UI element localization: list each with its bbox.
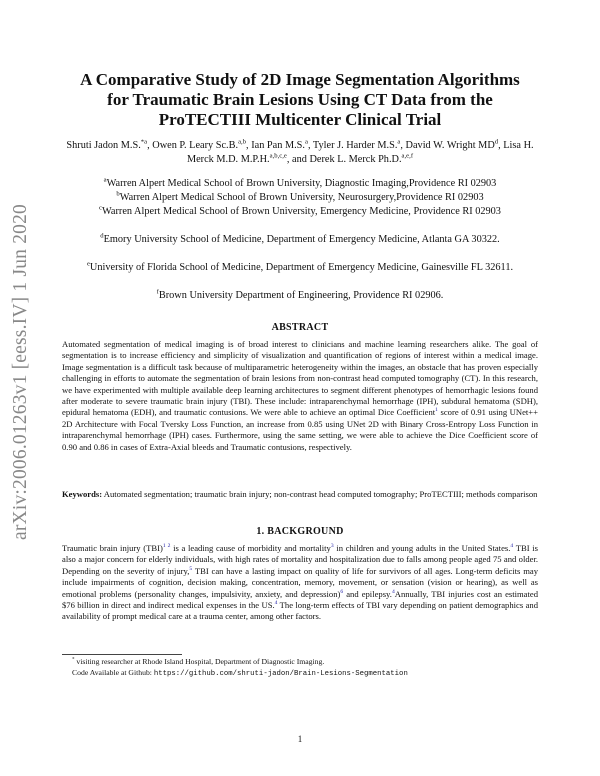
body-text: Annually, TBI injuries cost an estimated $76 billion in direct and indirect medical expenses in the US. [62, 588, 538, 611]
affiliation [80, 177, 520, 191]
affiliation-text: Brown University Department of Engineering, Providence RI 02906. [158, 290, 444, 301]
title-line: for Traumatic Brain Lesions Using CT Data from the [107, 90, 493, 109]
body-text: and epilepsy. [343, 588, 392, 599]
citation-ref[interactable]: 4 [391, 588, 395, 595]
citation-ref[interactable]: 1 2 [162, 543, 171, 550]
footnote-text: visiting researcher at Rhode Island Hospital, Department of Diagnostic Imaging. [74, 657, 325, 666]
body-text: in children and young adults in the United States. [333, 543, 511, 553]
footnote [72, 657, 538, 668]
author-list [58, 139, 542, 167]
body-text: TBI is also a major concern for elderly individuals, with high rates of mortality and hospitalization due to falls among people aged 75 and older. Depending on the severity of injury, [62, 543, 538, 576]
keywords-label: Keywords: [62, 489, 103, 499]
author-separator: , [498, 140, 504, 151]
author-name: Ian Pan M.S. [251, 140, 305, 151]
body-text: TBI can have a lasting impact on quality of life for survivors of all ages. Long-term deficits may include impairments of cognition, decision making, concentration, memory, movement, or sensation (vision or hearing), as well as emotional problems (personality changes, impulsivity, anxiety, and depression) [62, 565, 538, 599]
author-name: Lisa H. Merck M.D. M.P.H. [186, 140, 534, 165]
author-name: Owen P. Leary Sc.B. [152, 140, 239, 151]
author-affiliation-mark: a,e,f [401, 152, 414, 160]
abstract-text: Automated segmentation of medical imaging is of broad interest to clinicians and machine learning researchers alike. The goal of segmentation is to increase efficiency and simplicity of visualization and quantification of regions of interest within a medical image. Image segmentation is a difficult task because of multiparametric heterogeneity within the images, an obstacle that has proven especially challenging in efforts to automate the segmentation of brain lesions from non-contrast head computed tomography (CT). In this research, we have experimented with multiple available deep learning architectures to segment different phenotypes of hemorrhagic lesions found after moderate to severe traumatic brain injury (TBI). These include: intraparenchymal hemorrhage (IPH), subdural hematoma (SDH), epidural hematoma (EDH), and traumatic contusions. We were able to achieve an optimal Dice Coefficient [62, 339, 538, 418]
footnote-text: Code Available at Github: [72, 667, 154, 677]
citation-ref[interactable]: 4 [274, 600, 278, 607]
author-affiliation-mark: d [494, 138, 499, 146]
affiliation [80, 191, 520, 205]
author-name: Shruti Jadon M.S. [66, 140, 141, 151]
affiliation [80, 289, 520, 303]
citation-ref[interactable]: 5 [189, 565, 193, 572]
affiliation [80, 205, 520, 219]
affiliation [80, 261, 520, 275]
author-name: Tyler J. Harder M.S. [312, 140, 398, 151]
footnote-divider [62, 654, 182, 655]
footnotes [72, 657, 538, 679]
affiliation-text: Emory University School of Medicine, Department of Emergency Medicine, Atlanta GA 30322. [103, 234, 500, 245]
author-separator: , [147, 140, 153, 151]
arxiv-id: arXiv:2006.01263v1 [eess.IV] 1 Jun 2020 [10, 203, 31, 540]
page-number: 1 [297, 734, 303, 744]
body-text: Traumatic brain injury (TBI) [62, 543, 163, 553]
citation-ref[interactable]: 3 [330, 543, 334, 550]
affiliation-text: Warren Alpert Medical School of Brown University, Neurosurgery,Providence RI 02903 [119, 192, 484, 203]
author-affiliation-mark: *a [140, 138, 148, 146]
keywords-text: Automated segmentation; traumatic brain injury; non-contrast head computed tomography; ProTECTIII; methods comparison [102, 489, 538, 499]
arxiv-sidebar-stamp [10, 203, 50, 560]
affiliation-mark: e [86, 260, 90, 268]
affiliation-mark: b [116, 190, 120, 198]
title-line: A Comparative Study of 2D Image Segmentation Algorithms [80, 70, 520, 89]
affiliation [80, 233, 520, 247]
body-text: The long-term effects of TBI vary depending on patient demographics and availability of prompt medical care at a trauma center, among other factors. [62, 600, 538, 622]
footnote-ref[interactable]: 1 [435, 407, 438, 414]
author-name: Derek L. Merck Ph.D. [309, 154, 402, 165]
author-name: David W. Wright MD [405, 140, 495, 151]
author-affiliation-mark: a,b,c,e [269, 152, 287, 160]
footnote-mark: * [72, 657, 75, 663]
citation-ref[interactable]: 4 [510, 543, 514, 550]
author-affiliation-mark: a [304, 138, 308, 146]
footnote [72, 668, 538, 680]
affiliation-mark: f [156, 288, 159, 296]
abstract-text: score of 0.91 using UNet++ 2D Architecture with Focal Tversky Loss Function, an increase from 0.85 using UNet 2D with Binary Cross-Entropy Loss Function in intraparenchymal hemorrhage (IPH) cases. Furthermore, using the same setting, we were able to achieve the Dice Coefficient score of 0.90 and 0.86 in cases of Extra-Axial bleeds and Traumatic contusions, respectively. [62, 407, 538, 452]
author-separator: , [246, 140, 252, 151]
keywords [62, 489, 538, 500]
affiliation-text: Warren Alpert Medical School of Brown University, Diagnostic Imaging,Providence RI 02903 [106, 178, 497, 189]
author-separator: , and [286, 154, 310, 165]
affiliation-text: Warren Alpert Medical School of Brown University, Emergency Medicine, Providence RI 02903 [102, 206, 501, 217]
author-affiliation-mark: a [397, 138, 401, 146]
affiliation-text: University of Florida School of Medicine, Department of Emergency Medicine, Gainesville FL 32611. [89, 262, 514, 273]
section-heading-background: 1. BACKGROUND [256, 526, 344, 537]
author-affiliation-mark: a,b [238, 138, 247, 146]
affiliation-mark: d [100, 232, 104, 240]
background-paragraph [62, 543, 538, 623]
citation-ref[interactable]: 6 [340, 588, 344, 595]
author-separator: , [400, 140, 406, 151]
body-text: is a leading cause of morbidity and mortality [170, 543, 331, 553]
affiliation-mark: a [103, 176, 107, 184]
affiliation-mark: c [99, 204, 103, 212]
abstract-body [62, 339, 538, 453]
github-link[interactable]: https://github.com/shruti-jadon/Brain-Lesions-Segmentation [153, 669, 408, 678]
title-line: ProTECTIII Multicenter Clinical Trial [158, 110, 442, 129]
abstract-heading: ABSTRACT [271, 322, 329, 333]
paper-title [40, 70, 560, 130]
author-separator: , [307, 140, 313, 151]
